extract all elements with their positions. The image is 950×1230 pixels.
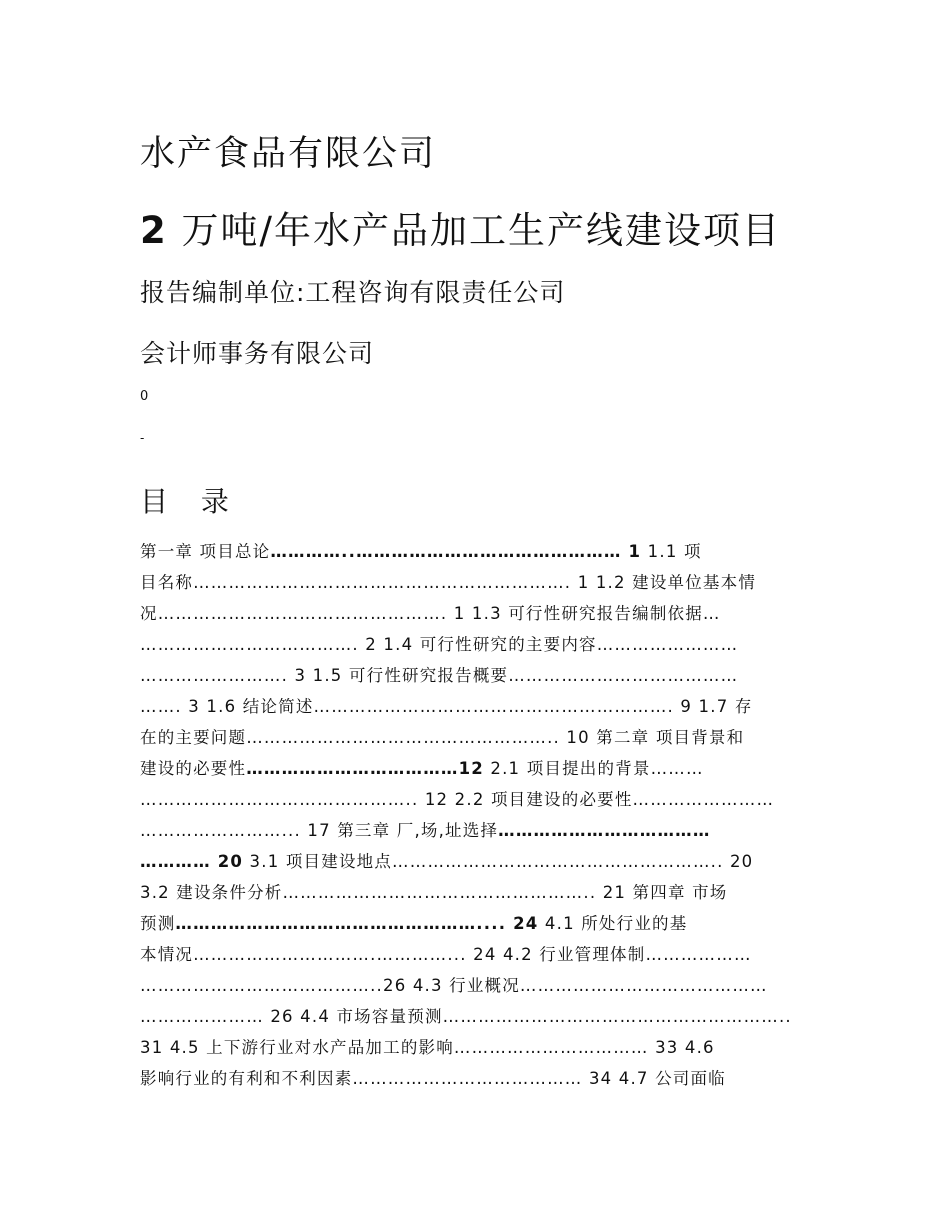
accounting-firm-line: 会计师事务有限公司 <box>140 339 375 368</box>
toc-line-segment: ………………… 26 4.4 市场容量预测………………………………………………….. <box>140 1007 792 1026</box>
company-title: 水产食品有限公司 <box>140 134 437 174</box>
toc-line <box>140 600 820 631</box>
toc-line <box>140 941 820 972</box>
toc-line <box>140 662 820 693</box>
toc-line-segment: 建设的必要性 <box>140 759 247 778</box>
toc-line-segment: 1.1 项 <box>641 542 702 561</box>
toc-line <box>140 972 820 1003</box>
separator-dash: - <box>140 431 145 445</box>
toc-line-segment: 本情况………………………….…………... 24 4.2 行业管理体制……………… <box>140 945 752 964</box>
toc-line-segment: ……. 3 1.6 结论简述……………………………………………………. 9 1.7 存 <box>140 697 753 716</box>
toc-line <box>140 631 820 662</box>
toc-line <box>140 879 820 910</box>
project-title-text: 万吨/年水产品加工生产线建设项目 <box>181 209 781 252</box>
toc-line-segment: 目名称………………………………………………………. 1 1.2 建设单位基本情 <box>140 573 757 592</box>
toc-line-segment: 况…………………………………………. 1 1.3 可行性研究报告编制依据… <box>140 604 721 623</box>
toc-line-segment: 第一章 项目总论 <box>140 542 271 561</box>
toc-line-segment: 31 4.5 上下游行业对水产品加工的影响…………………………… 33 4.6 <box>140 1038 715 1057</box>
toc-line <box>140 848 820 879</box>
toc-heading: 目 录 <box>140 485 241 518</box>
toc-line <box>140 724 820 755</box>
toc-line-segment: ……………………………… <box>498 821 711 840</box>
toc-line-segment: ………………………………12 <box>246 759 484 778</box>
toc-line-segment: ……………………………………….. 12 2.2 项目建设的必要性…………………… <box>140 790 775 809</box>
table-of-contents <box>140 538 820 1096</box>
toc-line <box>140 817 820 848</box>
toc-line <box>140 1065 820 1096</box>
preparer-line: 报告编制单位:工程咨询有限责任公司 <box>140 278 566 307</box>
toc-line-segment: …………………………………..26 4.3 行业概况…………………………………… <box>140 976 768 995</box>
toc-line <box>140 755 820 786</box>
toc-line-segment: ………………………………. 2 1.4 可行性研究的主要内容…………………… <box>140 635 739 654</box>
toc-line <box>140 1034 820 1065</box>
toc-line <box>140 569 820 600</box>
toc-line-segment: ……………………... 17 第三章 厂,场,址选择 <box>140 821 499 840</box>
toc-line <box>140 910 820 941</box>
toc-line <box>140 786 820 817</box>
toc-line-segment: …………..……………………………………… 1 <box>270 542 642 561</box>
toc-line <box>140 1003 820 1034</box>
toc-line-segment: 3.1 项目建设地点……………………………………………….. 20 <box>243 852 754 871</box>
project-title <box>140 200 781 254</box>
toc-line-segment: 3.2 建设条件分析…………………………………………….. 21 第四章 市场 <box>140 883 728 902</box>
toc-line-segment: 2.1 项目提出的背景……… <box>483 759 704 778</box>
toc-line-segment: ……………………. 3 1.5 可行性研究报告概要………………………………… <box>140 666 739 685</box>
toc-line-segment: …………………………………………….... 24 <box>175 914 539 933</box>
toc-line-segment: 影响行业的有利和不利因素………………………………… 34 4.7 公司面临 <box>140 1069 726 1088</box>
toc-line-segment: 预测 <box>140 914 176 933</box>
project-title-number: 2 <box>140 209 168 252</box>
page-number: 0 <box>140 389 149 404</box>
toc-line-segment: 在的主要问题…………………………………………….. 10 第二章 项目背景和 <box>140 728 745 747</box>
toc-line-segment: 4.1 所处行业的基 <box>538 914 688 933</box>
toc-line <box>140 693 820 724</box>
toc-line-segment: ………… 20 <box>140 852 244 871</box>
toc-line <box>140 538 820 569</box>
